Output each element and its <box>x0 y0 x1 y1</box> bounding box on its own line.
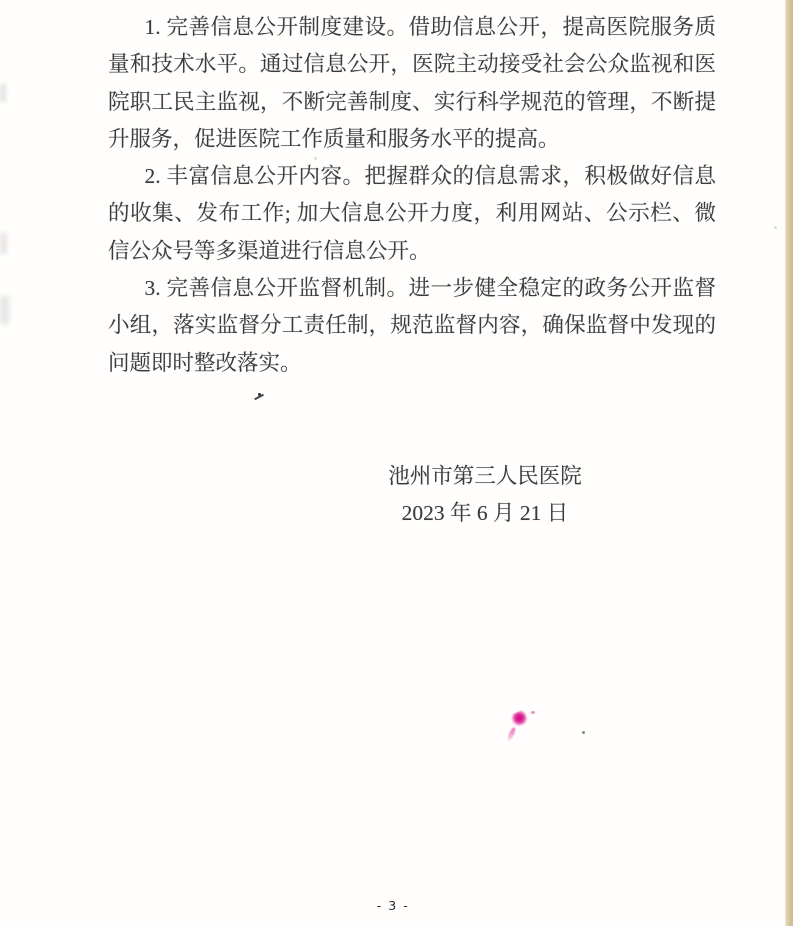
paragraph-3: 3. 完善信息公开监督机制。进一步健全稳定的政务公开监督小组，落实监督分工责任制，规范监督内容，确保监督中发现的问题即时整改落实。 <box>108 276 716 375</box>
page-number: - 3 - <box>376 898 410 913</box>
pink-ink-stain-tail <box>506 727 516 742</box>
signature-block <box>290 458 680 533</box>
signature-date: 2023 年 6 月 21 日 <box>401 501 569 526</box>
edge-smudge-artifact <box>0 232 7 254</box>
paragraph-2: 2. 丰富信息公开内容。把握群众的信息需求，积极做好信息的收集、发布工作; 加大信息公开力度，利用网站、公示栏、微信公众号等多渠道进行信息公开。 <box>108 164 716 263</box>
edge-smudge-artifact <box>0 296 9 324</box>
ink-fleck-artifact <box>254 392 264 401</box>
pink-ink-stain <box>509 709 529 728</box>
dark-dot-artifact <box>582 731 585 734</box>
document-body <box>108 9 716 382</box>
faint-speck-artifact <box>774 226 777 229</box>
signature-organization: 池州市第三人民医院 <box>388 464 582 488</box>
pink-ink-speck <box>531 711 535 714</box>
scan-edge-strip <box>785 0 793 926</box>
paragraph-1: 1. 完善信息公开制度建设。借助信息公开，提高医院服务质量和技术水平。通过信息公开，医院主动接受社会公众监视和医院职工民主监视，不断完善制度、实行科学规范的管理，不断提升服务，促进医院工作质量和服务水平的提高。 <box>108 15 716 151</box>
edge-smudge-artifact <box>0 84 6 102</box>
